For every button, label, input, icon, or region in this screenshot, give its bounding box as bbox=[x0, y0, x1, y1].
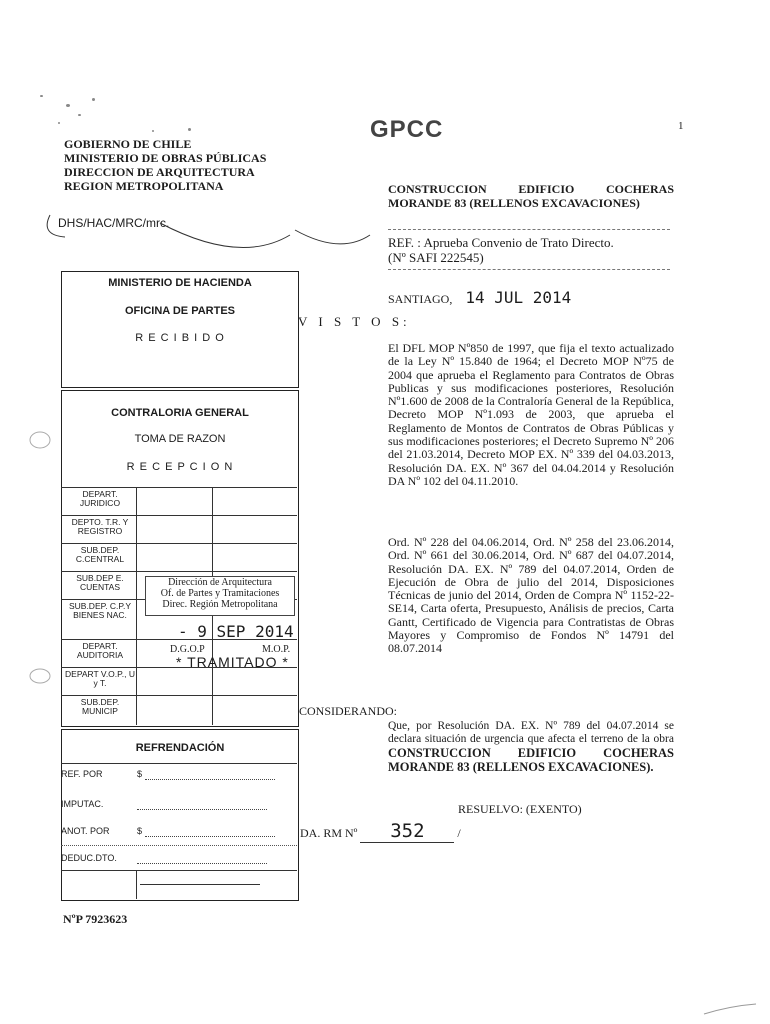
hacienda-title: MINISTERIO DE HACIENDA bbox=[108, 277, 252, 289]
vistos-heading: V I S T O S: bbox=[298, 314, 411, 329]
contraloria-subtitle: TOMA DE RAZON bbox=[134, 433, 226, 445]
considerando-plain: Que, por Resolución DA. EX. Nº 789 del 04.07.2014 se declara situación de urgencia que afecta el terreno de la obra bbox=[388, 720, 674, 746]
contraloria-title: CONTRALORIA GENERAL bbox=[111, 407, 249, 419]
stamp-dgop: D.G.O.P bbox=[170, 644, 205, 655]
ref-safi: (Nº SAFI 222545) bbox=[388, 250, 484, 265]
initials: DHS/HAC/MRC/mrc. bbox=[58, 216, 170, 230]
ref-label: REF. : bbox=[388, 235, 421, 250]
resuelvo-heading: RESUELVO: (EXENTO) bbox=[458, 802, 582, 816]
refrendacion-divider bbox=[61, 845, 297, 846]
folio-number: NºP 7923623 bbox=[63, 912, 128, 926]
hacienda-subtitle: OFICINA DE PARTES bbox=[124, 305, 235, 317]
grid-column-line bbox=[136, 487, 137, 725]
contraloria-row: SUB.DEP. MUNICIP bbox=[61, 695, 297, 726]
stamp-line-3: Direc. Región Metropolitana bbox=[162, 599, 278, 610]
da-number-line bbox=[300, 820, 461, 843]
considerando-heading: CONSIDERANDO: bbox=[299, 704, 398, 718]
da-suffix: / bbox=[457, 826, 461, 840]
da-number-field bbox=[360, 820, 454, 843]
punch-hole-marks bbox=[26, 428, 56, 688]
page-mark: 1 bbox=[678, 120, 684, 132]
considerando-text bbox=[388, 720, 674, 775]
contraloria-row: SUB.DEP. C.CENTRAL bbox=[61, 543, 297, 572]
da-label: DA. RM Nº bbox=[300, 826, 358, 840]
contraloria-row: SUB.DEP E. CUENTAS bbox=[61, 571, 297, 600]
header-line-2: MINISTERIO DE OBRAS PÚBLICAS bbox=[64, 151, 267, 165]
government-header bbox=[64, 137, 266, 193]
refrendacion-title: REFRENDACIÓN bbox=[135, 742, 225, 754]
considerando-bold: CONSTRUCCION EDIFICIO COCHERAS MORANDE 83 (RELLENOS EXCAVACIONES). bbox=[388, 745, 674, 774]
arquitectura-received-stamp bbox=[145, 576, 295, 616]
vistos-paragraph-2: Ord. Nº 228 del 04.06.2014, Ord. Nº 258 del 23.06.2014, Ord. Nº 661 del 30.06.2014, Ord. Nº 687 del 04.07.2014, Resolución DA. EX. Nº 789 del 04.07.2014, Orden de Ejecución de Obra de julio del 2014, Disposiciones Técnicas de junio del 2014, Orden de Compra Nº 1152-22-SE14, Carta oferta, Presupuesto, Análisis de precios, Carta Gantt, Certificado de Vigencia para Contratistas de Obras Mayores y Compromiso de Fondos Nº 14791 del 08.07.2014 bbox=[388, 535, 674, 656]
contraloria-row: DEPART V.O.P., U y T. bbox=[61, 667, 297, 696]
contraloria-row: SUB.DEP. C.P.Y BIENES NAC. bbox=[61, 599, 297, 640]
date-line bbox=[388, 288, 571, 307]
refrendacion-signature-line bbox=[140, 884, 260, 885]
refrendacion-row: DEDUC.DTO. bbox=[61, 853, 297, 863]
header-line-4: REGION METROPOLITANA bbox=[64, 179, 224, 193]
grid-column-line bbox=[136, 870, 137, 899]
refrendacion-box bbox=[61, 729, 299, 901]
contraloria-row: DEPART. JURIDICO bbox=[61, 487, 297, 516]
vistos-paragraph-1: El DFL MOP Nº850 de 1997, que fija el texto actualizado de la Ley Nº 15.840 de 1964; el Decreto MOP Nº75 de 2004 que aprueba el Reglamento para Contratos de Obras Publicas y sus modificaciones posteriores, Resolución Nº1.600 de 2008 de la Contraloría General de la República, Decreto MOP Nº1.093 de 2003, que aprueba el Reglamento de Montos de Contratos de Obras Públicas y sus modificaciones posteriores; el Decreto Supremo Nº 206 del 21.03.2014, Decreto MOP EX. Nº 339 del 04.03.2013, Resolución DA. EX. Nº 367 del 04.04.2014 y Resolución DA Nº 102 del 04.11.2010. bbox=[388, 341, 674, 488]
refrendacion-row: IMPUTAC. bbox=[61, 799, 297, 809]
stamp-line-1: Dirección de Arquitectura bbox=[168, 577, 272, 588]
refrendacion-divider bbox=[61, 763, 297, 764]
contraloria-status: R E C E P C I O N bbox=[126, 461, 234, 473]
reference-block bbox=[388, 235, 674, 265]
stamp-mop: M.O.P. bbox=[262, 644, 291, 655]
refrendacion-row: REF. POR $ bbox=[61, 769, 297, 779]
stamp-date: - 9 SEP 2014 bbox=[178, 622, 294, 641]
ref-text: Aprueba Convenio de Trato Directo. bbox=[423, 235, 614, 250]
project-title: CONSTRUCCION EDIFICIO COCHERAS MORANDE 83 (RELLENOS EXCAVACIONES) bbox=[388, 182, 674, 210]
stamp-tramitado: * TRAMITADO * bbox=[176, 654, 289, 670]
refrendacion-row: ANOT. POR $ bbox=[61, 826, 297, 836]
date-place: SANTIAGO, bbox=[388, 292, 453, 306]
stamp-code: GPCC bbox=[370, 116, 444, 143]
contraloria-row: DEPART. AUDITORIA bbox=[61, 639, 297, 668]
date-value: 14 JUL 2014 bbox=[465, 288, 572, 307]
hacienda-stamp-box bbox=[61, 271, 299, 388]
divider bbox=[388, 269, 670, 270]
divider bbox=[388, 229, 670, 230]
header-line-1: GOBIERNO DE CHILE bbox=[64, 137, 192, 151]
stamp-line-2: Of. de Partes y Tramitaciones bbox=[160, 588, 280, 599]
hacienda-status: R E C I B I D O bbox=[135, 332, 225, 344]
corner-mark bbox=[700, 1000, 760, 1020]
contraloria-row: DEPTO. T.R. Y REGISTRO bbox=[61, 515, 297, 544]
header-line-3: DIRECCION DE ARQUITECTURA bbox=[64, 165, 255, 179]
da-number: 352 bbox=[390, 820, 425, 842]
refrendacion-divider bbox=[61, 870, 297, 871]
